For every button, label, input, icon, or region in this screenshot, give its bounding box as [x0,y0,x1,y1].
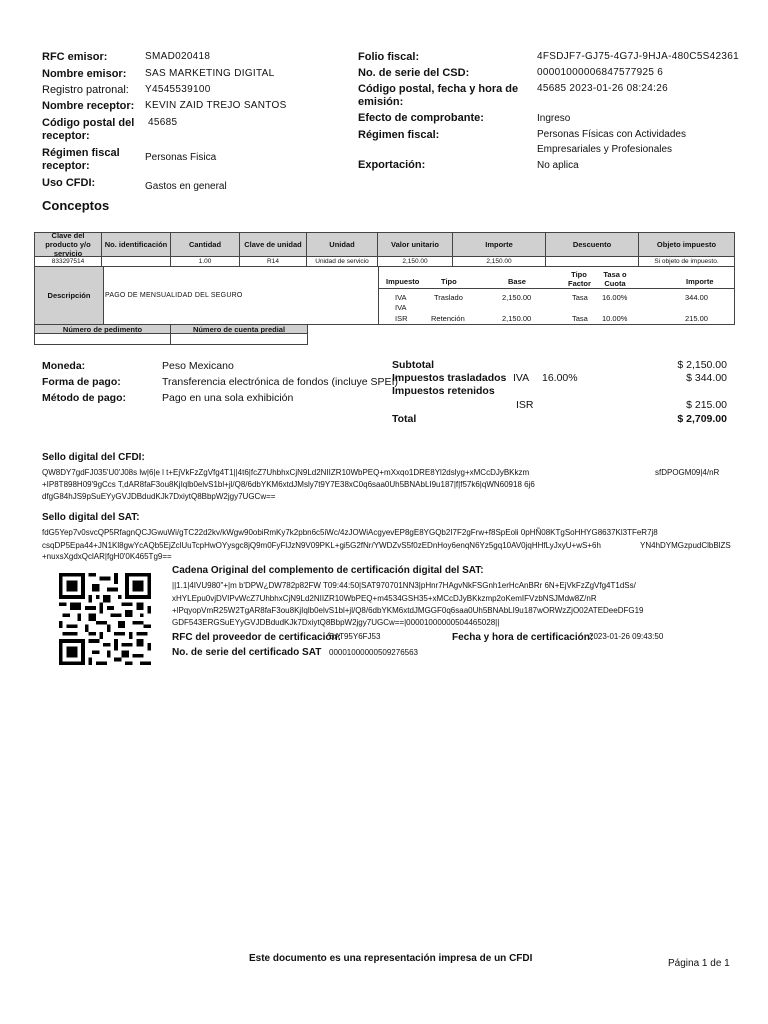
regimen-receptor-value: Personas Fisica [145,152,217,163]
registro-patronal-value: Y4545539100 [145,84,211,95]
cadena-line4: GDF543ERGSuEYyGVJDBdudKJk7DxiytQ8BbpW2jgy7UGCw==|00001000000504465028|| [172,618,500,627]
retenidos-label: Impuestos retenidos [392,385,495,397]
rfc-emisor-value: SMAD020418 [145,51,211,62]
tax-r1-tasa: 16.00% [602,293,628,302]
rfc-emisor-label: RFC emisor: [42,51,108,63]
sello-cfdi-line3: dfgG84hJS9pSuEYyGVJDBdudKJk7DxiytQ8BbpW2jgy7UGCw== [42,492,276,501]
forma-pago-label: Forma de pago: [42,376,121,388]
cp-fecha-label-2: emisión: [358,96,404,108]
registro-patronal-label: Registro patronal: [42,84,129,96]
cp-receptor-label-1: Código postal del [42,117,135,129]
td-clave-unidad: R14 [239,256,307,267]
th-cuenta-predial: Número de cuenta predial [170,324,308,334]
folio-fiscal-label: Folio fiscal: [358,51,420,63]
conceptos-title: Conceptos [42,198,110,213]
uso-cfdi-value: Gastos en general [145,181,227,192]
th-clave-unidad: Clave de unidad [239,232,307,257]
th-cantidad: Cantidad [170,232,240,257]
td-cuenta-predial [170,333,308,345]
nombre-emisor-label: Nombre emisor: [42,68,127,80]
rfc-proveedor-label: RFC del proveedor de certificación: [172,632,341,643]
tax-divider [378,288,735,289]
tax-th-tipo-factor: Tipo Factor [568,270,591,288]
efecto-label: Efecto de comprobante: [358,112,484,124]
tax-r1-importe: 344.00 [685,293,708,302]
nombre-receptor-value: KEVIN ZAID TREJO SANTOS [145,100,287,111]
sello-sat-line1: fdG5Yep7v0svcQP5RfagnQCJGwuWi/gTC22d2kv/kWgw90obiRmKy7k2pbn6c5iWc/4zJOWiAcgyevEP8gE8YGQb2I7F2gFrw+f8SpEoli 0pHÑ08KTgSoHHYG8637Kl3TFeR7j8 [42,528,658,537]
th-unidad: Unidad [306,232,378,257]
nombre-receptor-label: Nombre receptor: [42,100,135,112]
sello-cfdi-line1-right: sfDPOGM09|4/nR [655,468,720,477]
descripcion-label: Descripción [34,266,104,325]
isr-label: ISR [516,399,534,411]
subtotal-label: Subtotal [392,359,434,371]
th-valor-unitario: Valor unitario [377,232,453,257]
iva-value: $ 344.00 [686,372,727,384]
cp-receptor-value: 45685 [148,117,178,128]
tax-th-tasa-cuota: Tasa o Cuota [603,270,627,288]
td-cantidad: 1.00 [170,256,240,267]
exportacion-label: Exportación: [358,159,426,171]
tax-th-base: Base [508,277,526,286]
cp-fecha-label-1: Código postal, fecha y hora de [358,83,519,95]
folio-fiscal-value: 4FSDJF7-GJ75-4G7J-9HJA-480C5S42361 [537,51,739,62]
page-number: Página 1 de 1 [668,958,730,969]
metodo-pago-value: Pago en una sola exhibición [162,392,294,404]
serie-csd-label: No. de serie del CSD: [358,67,470,79]
total-label: Total [392,413,417,425]
subtotal-value: $ 2,150.00 [677,359,727,371]
serie-csd-value: 00001000006847577925 6 [537,67,664,78]
efecto-value: Ingreso [537,113,571,124]
sello-cfdi-line2: +IP8T898H09'9gCcs T,dAR8faF3ou8KjIqlb0elvS1bl+jl/Q8/6dbYKM6xtdJMsly7t9Y7E38xC0q6saa0Uh5BNAbLI9u187|f|f57k6|qWN60918 6j6 [42,480,535,489]
sello-sat-line2: csqDP5Epa44+JN1Kl8gwYcAQb5EjZclUuTcpHwOYysgc8jQ9m0FyFlJzN9V09PKL+gi5G2fNr/YWDZvS5f0zEDnHoy6enqN6Yz5gq10AV0jqHHfLyJxyU+wS+6h [42,541,601,550]
moneda-value: Peso Mexicano [162,360,234,372]
tax-r1-factor: Tasa [572,293,588,302]
serie-cert-sat-value: 00001000000509276563 [329,648,418,657]
regimen-fiscal-label: Régimen fiscal: [358,129,440,141]
moneda-label: Moneda: [42,360,86,372]
tax-r3-impuesto: ISR [395,314,408,323]
tax-th-impuesto: Impuesto [386,277,420,286]
cadena-line2: xHYLEpu0vjDVIPvWcZ7UhbhxCjN9Ld2NIIZR10WbPEQ+m4534GSH35+xMCcDJyBKkzmp2oKemIFVzbNSJMdw8Z/nR [172,594,597,603]
nombre-emisor-value: SAS MARKETING DIGITAL [145,68,275,79]
serie-cert-sat-label: No. de serie del certificado SAT [172,647,322,658]
sello-cfdi-title: Sello digital del CFDI: [42,452,145,463]
cp-receptor-label-2: receptor: [42,130,90,142]
th-no-identificacion: No. identificación [101,232,171,257]
cp-fecha-value: 45685 2023-01-26 08:24:26 [537,83,668,94]
regimen-receptor-label-2: receptor: [42,160,90,172]
td-unidad: Unidad de servicio [306,256,378,267]
sello-sat-line3: +nuxsXgdxQclAR|fgH0'0K465Tg9== [42,552,172,561]
sello-sat-title: Sello digital del SAT: [42,512,140,523]
fecha-cert-value: 2023-01-26 09:43:50 [589,632,664,641]
tax-r3-base: 2,150.00 [502,314,532,323]
cadena-line3: +lPqyopVmR25W2TgAR8faF3ou8KjIqlb0elvS1bl+jl/Q8/6dbYKM6xtdJMGGF0q6saa0Uh5BNAbLI9u187wORWzZjO02ATEDeeDFG19 [172,606,644,615]
td-pedimento [34,333,171,345]
tax-r1-impuesto: IVA [395,293,407,302]
tax-r1-tipo: Traslado [434,293,463,302]
td-clave-producto: 833297514 [34,256,102,267]
th-objeto-impuesto: Objeto impuesto [638,232,735,257]
trasladados-label: Impuestos trasladados [392,372,507,384]
cadena-line1: ||1.1|4IVU980"+|m b'DPW¿DW782p82FW T09:44:50|SAT970701NN3|pHnr7HAgvNkFSGnh1erHcAnBRr 6N+EjVkFzZgVfg4T1dSs/ [172,581,636,590]
regimen-fiscal-value-1: Personas Físicas con Actividades [537,129,686,140]
footer-note: Este documento es una representación impresa de un CFDI [249,953,533,964]
tax-r3-factor: Tasa [572,314,588,323]
tax-r1-base: 2,150.00 [502,293,532,302]
rfc-proveedor-value: SAT95Y6FJ53 [329,632,381,641]
th-importe: Importe [452,232,546,257]
tax-r3-tasa: 10.00% [602,314,628,323]
tax-r3-importe: 215.00 [685,314,708,323]
td-objeto-impuesto: Si objeto de impuesto. [638,256,735,267]
total-value: $ 2,709.00 [677,413,727,425]
td-valor-unitario: 2,150.00 [377,256,453,267]
sello-sat-line2-right: YN4hDYMGzpudClbBlZS [640,541,731,550]
tax-r3-tipo: Retención [431,314,465,323]
regimen-receptor-label-1: Régimen fiscal [42,147,120,159]
fecha-cert-label: Fecha y hora de certificación: [452,632,594,643]
th-descuento: Descuento [545,232,639,257]
tax-th-tipo: Tipo [441,277,457,286]
tax-th-importe: Importe [686,277,714,286]
th-clave-producto: Clave del producto y/o servicio [34,232,102,257]
regimen-fiscal-value-2: Empresariales y Profesionales [537,144,673,155]
cadena-title: Cadena Original del complemento de certificación digital del SAT: [172,565,484,576]
metodo-pago-label: Método de pago: [42,392,126,404]
sello-cfdi-line1: QW8DY7gdFJ035'U0'J08s lw|6|e l t+EjVkFzZgVfg4T1||4t6|fcZ7UhbhxCjN9Ld2NIIZR10WbPEQ+mXxqo1DRE8Yl2dslyg+xMCcDJyBKkzm [42,468,530,477]
th-pedimento: Número de pedimento [34,324,171,334]
iva-label: IVA [513,372,530,384]
qr-code-icon [56,573,154,665]
tax-r2-impuesto: IVA [395,303,407,312]
td-importe: 2,150.00 [452,256,546,267]
uso-cfdi-label: Uso CFDI: [42,177,96,189]
descripcion-value: PAGO DE MENSUALIDAD DEL SEGURO [105,292,243,299]
forma-pago-value: Transferencia electrónica de fondos (incluye SPEI) [162,376,398,388]
exportacion-value: No aplica [537,160,579,171]
isr-value: $ 215.00 [686,399,727,411]
iva-rate: 16.00% [542,372,578,384]
